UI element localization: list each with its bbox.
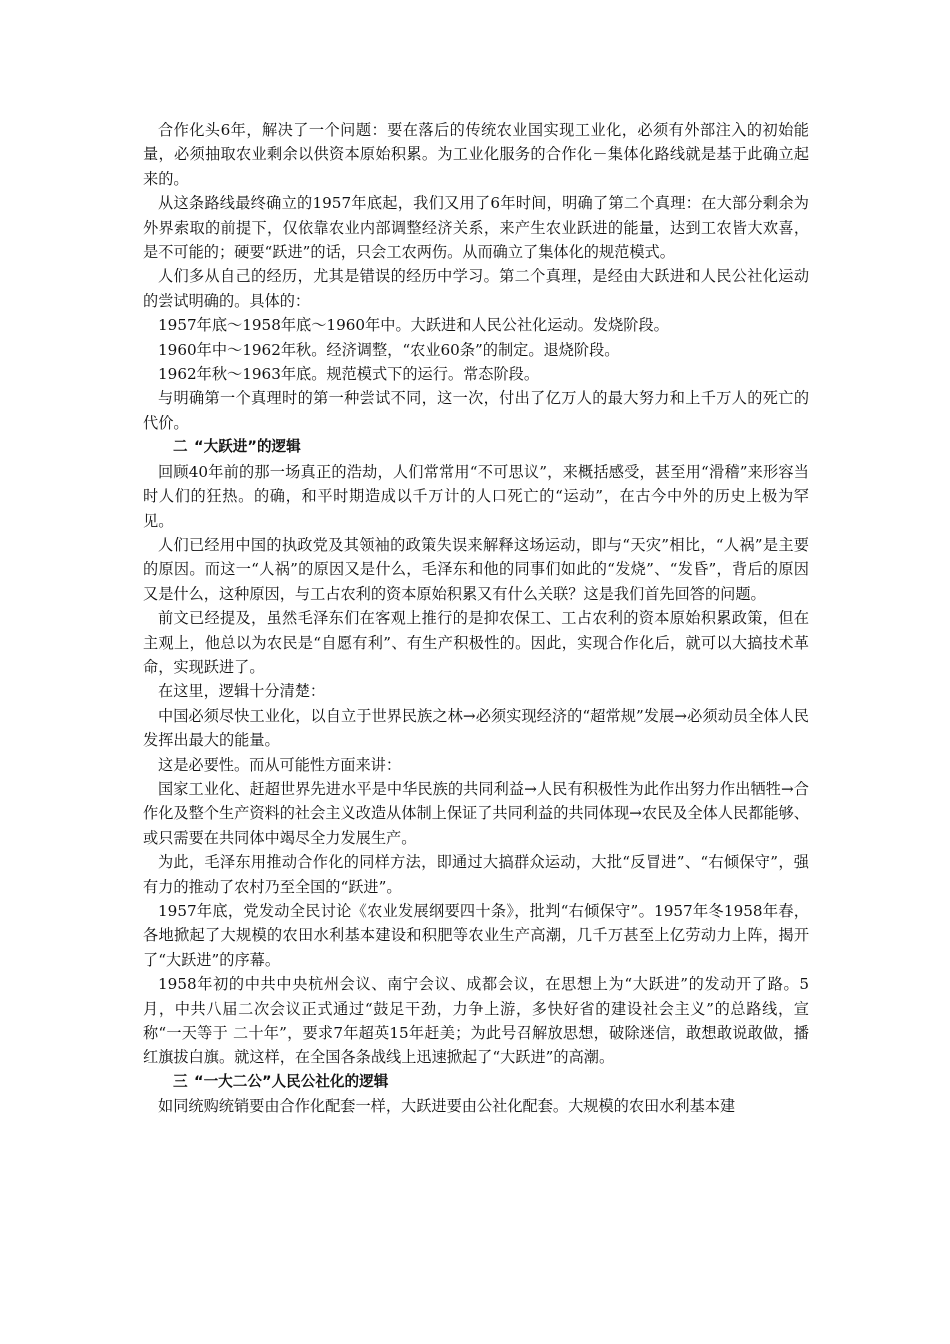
paragraph: 人们已经用中国的执政党及其领袖的政策失误来解释这场运动，即与“天灾”相比，“人祸”是主要的原因。而这一“人祸”的原因又是什么，毛泽东和他的同事们如此的“发烧”、“发昏”，背后的原因又是什么，这种原因，与工占农利的资本原始积累又有什么关联？这是我们首先回答的问题。 <box>143 535 809 603</box>
document-page <box>143 118 809 1119</box>
paragraph: 在这里，逻辑十分清楚： <box>158 682 326 701</box>
paragraph: 如同统购统销要由合作化配套一样，大跃进要由公社化配套。大规模的农田水利基本建 <box>158 1097 736 1116</box>
paragraph: 1958年初的中共中央杭州会议、南宁会议、成都会议，在思想上为“大跃进”的发动开了路。5月，中共八届二次会议正式通过“鼓足干劲，力争上游，多快好省的建设社会主义”的总路线，宣称“一天等于 二十年”，要求7年超英15年赶美；为此号召解放思想，破除迷信，敢想敢说敢做，播红旗拔白旗。就这样，在全国各条战线上迅速掀起了“大跃进”的高潮。 <box>143 975 809 1067</box>
paragraph: 1962年秋～1963年底。规范模式下的运行。常态阶段。 <box>158 365 540 384</box>
paragraph: 1957年底，党发动全民讨论《农业发展纲要四十条》，批判“右倾保守”。1957年冬1958年春，各地掀起了大规模的农田水利基本建设和积肥等农业生产高潮，几千万甚至上亿劳动力上阵，揭开了“大跃进”的序幕。 <box>143 902 809 969</box>
paragraph: 前文已经提及，虽然毛泽东们在客观上推行的是抑农保工、工占农利的资本原始积累政策，但在主观上，他总以为农民是“自愿有利”、有生产积极性的。因此，实现合作化后，就可以大搞技术革命，实现跃进了。 <box>143 609 809 676</box>
section-title: “一大二公”人民公社化的逻辑 <box>194 1072 389 1090</box>
paragraph: 中国必须尽快工业化，以自立于世界民族之林→必须实现经济的“超常规”发展→必须动员全体人民发挥出最大的能量。 <box>143 706 809 750</box>
paragraph: 1960年中～1962年秋。经济调整，“农业60条”的制定。退烧阶段。 <box>158 340 620 359</box>
section-number: 二 <box>173 438 188 456</box>
paragraph: 1957年底～1958年底～1960年中。大跃进和人民公社化运动。发烧阶段。 <box>158 316 669 335</box>
paragraph: 为此，毛泽东用推动合作化的同样方法，即通过大搞群众运动，大批“反冒进”、“右倾保守”，强有力的推动了农村乃至全国的“跃进”。 <box>143 853 809 896</box>
paragraph: 人们多从自己的经历，尤其是错误的经历中学习。第二个真理，是经由大跃进和人民公社化运动的尝试明确的。具体的： <box>143 267 809 310</box>
paragraph: 与明确第一个真理时的第一种尝试不同，这一次，付出了亿万人的最大努力和上千万人的死亡的代价。 <box>143 389 809 432</box>
section-number: 三 <box>173 1072 188 1090</box>
paragraph: 这是必要性。而从可能性方面来讲： <box>158 755 401 774</box>
paragraph: 回顾40年前的那一场真正的浩劫，人们常常用“不可思议”，来概括感受，甚至用“滑稽”来形容当时人们的狂热。的确，和平时期造成以千万计的人口死亡的“运动”，在古今中外的历史上极为罕见。 <box>143 462 809 530</box>
paragraph: 从这条路线最终确立的1957年底起，我们又用了6年时间，明确了第二个真理：在大部分剩余为外界索取的前提下，仅依靠农业内部调整经济关系，来产生农业跃进的能量，达到工农皆大欢喜，是不可能的；硬要“跃进”的话，只会工农两伤。从而确立了集体化的规范模式。 <box>143 194 809 262</box>
section-heading-3 <box>143 1070 809 1094</box>
paragraph: 国家工业化、赶超世界先进水平是中华民族的共同利益→人民有积极性为此作出努力作出牺牲→合作化及整个生产资料的社会主义改造从体制上保证了共同利益的共同体现→农民及全体人民都能够、或只需要在共同体中竭尽全力发展生产。 <box>143 779 809 847</box>
section-heading-2 <box>143 435 809 459</box>
paragraph: 合作化头6年，解决了一个问题：要在落后的传统农业国实现工业化，必须有外部注入的初始能量，必须抽取农业剩余以供资本原始积累。为工业化服务的合作化－集体化路线就是基于此确立起来的。 <box>143 121 809 188</box>
section-title: “大跃进”的逻辑 <box>194 438 301 456</box>
